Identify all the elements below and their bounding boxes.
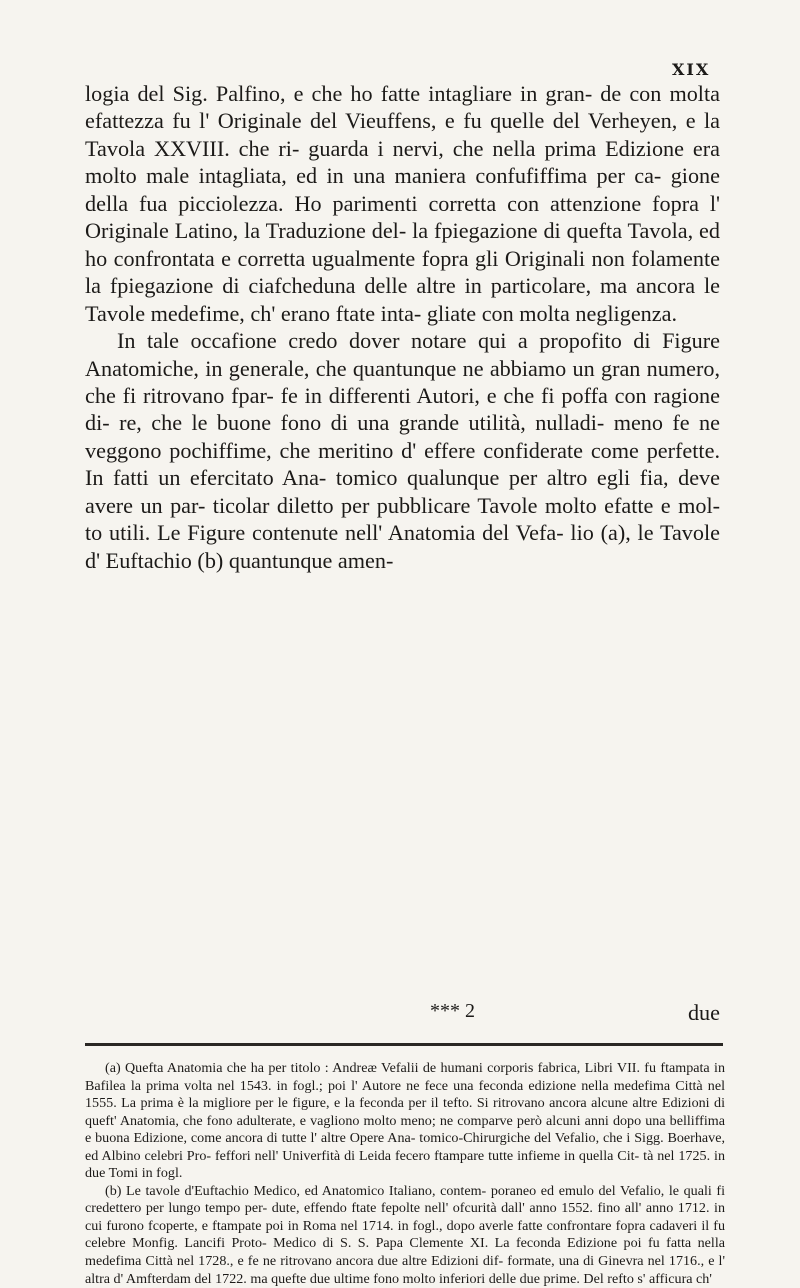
- catchword: due: [687, 1000, 720, 1025]
- paragraph-1: logia del Sig. Palfino, e che ho fatte intagliare in gran- de con molta efattezza fu l' Originale del Vieuffens, e fu quelle del Verheyen, e la Tavola XXVIII. che ri- guarda i nervi, che nella prima Edizione era molto male intagliata, ed in una maniera confufiffima per ca- gione della fua picciolezza. Ho parimenti corretta con attenzione fopra l' Originale Latino, la Traduzione del- la fpiegazione di quefta Tavola, ed ho confrontata e corretta ugualmente fopra gli Originali non folamente la fpiegazione di ciafcheduna delle altre in particolare, ma ancora le Tavole medefime, ch' erano ftate inta- gliate con molta negligenza.: [85, 81, 720, 326]
- footnote-a: (a) Quefta Anatomia che ha per titolo : Andreæ Vefalii de humani corporis fabrica, Libri VII. fu ftampata in Bafilea la prima volta nel 1543. in fogl.; poi l' Autore ne fece una feconda edizione nella medefima Città nel 1555. La prima è la migliore per le figure, e la feconda per il tefto. Si ritrovano ancora alcune altre Edizioni di queft' Anatomia, che fono adulterate, e vagliono molto meno; ne comparve però alcuni anni dopo una belliffima e buona Edizione, come ancora di tutte l' altre Opere Ana- tomico-Chirurgiche del Vefalio, che i Sigg. Boerhave, ed Albino celebri Pro- feffori nell' Univerfità di Leida fecero ftampare tutte infieme in quella Cit- tà nel 1725. in due Tomi in fogl.: [85, 1060, 725, 1182]
- signature-line: [85, 1000, 720, 1028]
- paragraph-2: In tale occafione credo dover notare qui a propofito di Figure Anatomiche, in generale, che quantunque ne abbiamo un gran numero, che fi ritrovano fpar- fe in differenti Autori, e che fi poffa con ragione di- re, che le buone fono di una grande utilità, nulladi- meno fe ne veggono pochiffime, che meritino d' effere confiderate come perfette. In fatti un efercitato Ana- tomico qualunque per altro egli fia, deve avere un par- ticolar diletto per pubblicare Tavole molto efatte e mol- to utili. Le Figure contenute nell' Anatomia del Vefa- lio (a), le Tavole d' Euftachio (b) quantunque amen-: [85, 328, 720, 573]
- main-text: [85, 80, 720, 574]
- folio-number: XIX: [672, 60, 711, 79]
- signature-mark: *** 2: [430, 1000, 475, 1022]
- footnotes: [85, 1060, 725, 1288]
- footnote-rule: [85, 1043, 723, 1046]
- footnote-b: (b) Le tavole d'Euftachio Medico, ed Anatomico Italiano, contem- poraneo ed emulo del Vefalio, le quali fi credettero per lungo tempo per- dute, effendo ftate fepolte nell' ofcurità dall' anno 1552. fino all' anno 1712. in cui furono fcoperte, e ftampate poi in Roma nel 1714. in fogl., dopo averle fatte confrontare fopra cadaveri il fu celebre Monfig. Lancifi Proto- Medico di S. S. Papa Clemente XI. La feconda Edizione poi fu fatta nella medefima Città nel 1728., e fe ne ritrovano ancora due altre Edizioni dif- formate, una di Ginevra nel 1716., e l' altra d' Amfterdam del 1722. ma quefte due ultime fono molto inferiori delle due prime. Del refto s' afficura ch': [85, 1182, 725, 1287]
